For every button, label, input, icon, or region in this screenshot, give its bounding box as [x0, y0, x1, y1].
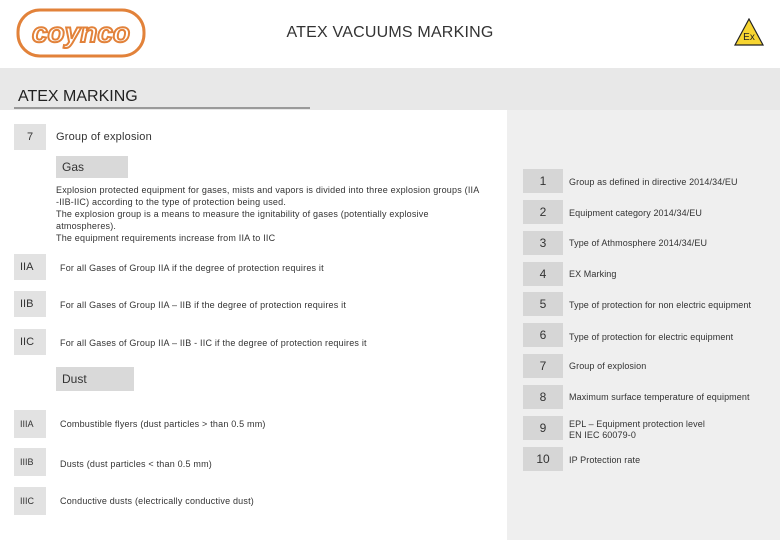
gas-label: Gas — [56, 156, 128, 178]
legend-text: IP Protection rate — [569, 455, 641, 465]
legend-text: Type of Athmosphere 2014/34/EU — [569, 238, 708, 248]
dust-label: Dust — [56, 367, 134, 391]
dust-code-iiic: IIIC — [14, 487, 46, 515]
header — [0, 0, 780, 68]
dust-text-iiic: Conductive dusts (electrically conductive dust) — [60, 496, 254, 506]
legend-number: 9 — [523, 416, 563, 440]
logo-text: coynco — [31, 17, 131, 48]
legend-number: 6 — [523, 323, 563, 347]
legend-number: 8 — [523, 385, 563, 409]
dust-text-iiia: Combustible flyers (dust particles > than 0.5 mm) — [60, 419, 266, 429]
group-label: Group of explosion — [56, 131, 152, 143]
gas-description-line: atmospheres). — [56, 221, 117, 231]
gas-description-line: The equipment requirements increase from IIA to IIC — [56, 233, 276, 243]
gas-code-iia: IIA — [14, 254, 46, 280]
legend-text: Type of protection for electric equipment — [569, 332, 734, 342]
legend-text: Type of protection for non electric equipment — [569, 300, 752, 310]
dust-text-iiib: Dusts (dust particles < than 0.5 mm) — [60, 459, 213, 469]
ex-symbol: Ex — [743, 32, 755, 43]
legend-text-line: EPL – Equipment protection level — [569, 419, 705, 429]
atex-ex-icon — [734, 18, 764, 46]
section-title: ATEX MARKING — [18, 88, 138, 105]
legend-text — [569, 419, 705, 441]
legend-number: 10 — [523, 447, 563, 471]
legend-number: 2 — [523, 200, 563, 224]
gas-text-iia: For all Gases of Group IIA if the degree of protection requires it — [60, 263, 324, 273]
gas-description — [56, 184, 506, 244]
legend-number: 4 — [523, 262, 563, 286]
legend-text: Maximum surface temperature of equipment — [569, 392, 750, 402]
gas-description-line: The explosion group is a means to measure the ignitability of gases (potentially explosive — [56, 209, 429, 219]
dust-code-iiia: IIIA — [14, 410, 46, 438]
dust-code-iiib: IIIB — [14, 448, 46, 476]
section-underline — [14, 107, 310, 109]
legend-number: 7 — [523, 354, 563, 378]
gas-text-iic: For all Gases of Group IIA – IIB - IIC if the degree of protection requires it — [60, 338, 367, 348]
legend-text: Group of explosion — [569, 361, 647, 371]
gas-description-line: -IIB-IIC) according to the type of protection being used. — [56, 197, 287, 207]
group-number-box: 7 — [14, 124, 46, 150]
gas-text-iib: For all Gases of Group IIA – IIB if the degree of protection requires it — [60, 300, 347, 310]
gas-description-line: Explosion protected equipment for gases, mists and vapors is divided into three explosion groups (IIA — [56, 185, 480, 195]
legend-text: Equipment category 2014/34/EU — [569, 208, 702, 218]
legend-text: EX Marking — [569, 269, 617, 279]
legend-text: Group as defined in directive 2014/34/EU — [569, 177, 738, 187]
gas-code-iic: IIC — [14, 329, 46, 355]
legend-number: 1 — [523, 169, 563, 193]
legend-text-line: EN IEC 60079-0 — [569, 430, 636, 440]
legend-number: 3 — [523, 231, 563, 255]
legend-number: 5 — [523, 292, 563, 316]
page-title: ATEX VACUUMS MARKING — [286, 24, 494, 41]
gas-code-iib: IIB — [14, 291, 46, 317]
